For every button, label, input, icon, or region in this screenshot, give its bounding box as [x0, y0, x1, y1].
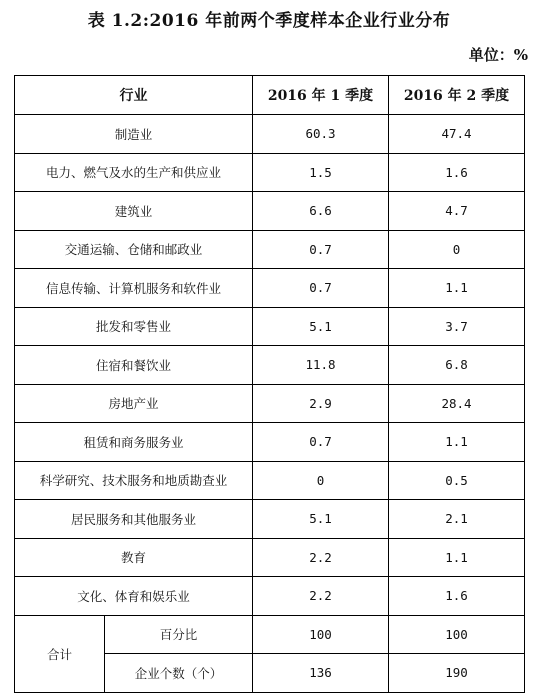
industry-name-cell: 教育 — [15, 538, 253, 577]
q1-value-cell: 0.7 — [253, 230, 389, 269]
q2-value-cell: 6.8 — [389, 346, 525, 385]
q1-value-cell: 6.6 — [253, 192, 389, 231]
industry-distribution-table — [14, 75, 525, 693]
q2-value-cell: 0.5 — [389, 461, 525, 500]
header-row — [15, 76, 525, 115]
table-row — [15, 307, 525, 346]
q2-value-cell: 4.7 — [389, 192, 525, 231]
percent-q2-cell: 100 — [389, 615, 525, 654]
table-title: 表 1.2:2016 年前两个季度样本企业行业分布 — [87, 11, 451, 31]
q2-value-cell: 1.1 — [389, 538, 525, 577]
industry-name-cell: 居民服务和其他服务业 — [15, 500, 253, 539]
table-row — [15, 500, 525, 539]
q2-value-cell: 3.7 — [389, 307, 525, 346]
q1-value-cell: 5.1 — [253, 500, 389, 539]
table-row — [15, 192, 525, 231]
industry-name-cell: 租赁和商务服务业 — [15, 423, 253, 462]
q2-value-cell: 1.1 — [389, 423, 525, 462]
count-q2-cell: 190 — [389, 654, 525, 693]
q1-value-cell: 11.8 — [253, 346, 389, 385]
total-label-cell: 合计 — [15, 615, 105, 692]
q2-value-cell: 1.6 — [389, 577, 525, 616]
header-industry: 行业 — [15, 76, 253, 115]
header-q2: 2016 年 2 季度 — [389, 76, 525, 115]
count-label-cell: 企业个数（个） — [105, 654, 253, 693]
percent-q1-cell: 100 — [253, 615, 389, 654]
table-row — [15, 538, 525, 577]
q2-value-cell: 2.1 — [389, 500, 525, 539]
q2-value-cell: 28.4 — [389, 384, 525, 423]
table-row — [15, 269, 525, 308]
count-q1-cell: 136 — [253, 654, 389, 693]
table-row — [15, 115, 525, 154]
q1-value-cell: 60.3 — [253, 115, 389, 154]
table-row — [15, 153, 525, 192]
industry-name-cell: 交通运输、仓储和邮政业 — [15, 230, 253, 269]
table-row — [15, 384, 525, 423]
q1-value-cell: 0.7 — [253, 269, 389, 308]
industry-name-cell: 批发和零售业 — [15, 307, 253, 346]
q1-value-cell: 2.9 — [253, 384, 389, 423]
industry-name-cell: 房地产业 — [15, 384, 253, 423]
q2-value-cell: 1.6 — [389, 153, 525, 192]
q2-value-cell: 0 — [389, 230, 525, 269]
q1-value-cell: 2.2 — [253, 538, 389, 577]
header-q1: 2016 年 1 季度 — [253, 76, 389, 115]
total-percent-row — [15, 615, 525, 654]
q2-value-cell: 47.4 — [389, 115, 525, 154]
industry-name-cell: 住宿和餐饮业 — [15, 346, 253, 385]
table-body — [15, 115, 525, 693]
industry-name-cell: 电力、燃气及水的生产和供应业 — [15, 153, 253, 192]
industry-name-cell: 信息传输、计算机服务和软件业 — [15, 269, 253, 308]
table-row — [15, 461, 525, 500]
industry-name-cell: 制造业 — [15, 115, 253, 154]
q1-value-cell: 5.1 — [253, 307, 389, 346]
table-row — [15, 423, 525, 462]
q2-value-cell: 1.1 — [389, 269, 525, 308]
unit-label: 单位：% — [468, 46, 528, 64]
table-row — [15, 577, 525, 616]
q1-value-cell: 0.7 — [253, 423, 389, 462]
industry-name-cell: 科学研究、技术服务和地质勘查业 — [15, 461, 253, 500]
industry-name-cell: 建筑业 — [15, 192, 253, 231]
table-row — [15, 346, 525, 385]
q1-value-cell: 1.5 — [253, 153, 389, 192]
industry-name-cell: 文化、体育和娱乐业 — [15, 577, 253, 616]
q1-value-cell: 2.2 — [253, 577, 389, 616]
percent-label-cell: 百分比 — [105, 615, 253, 654]
q1-value-cell: 0 — [253, 461, 389, 500]
table-row — [15, 230, 525, 269]
